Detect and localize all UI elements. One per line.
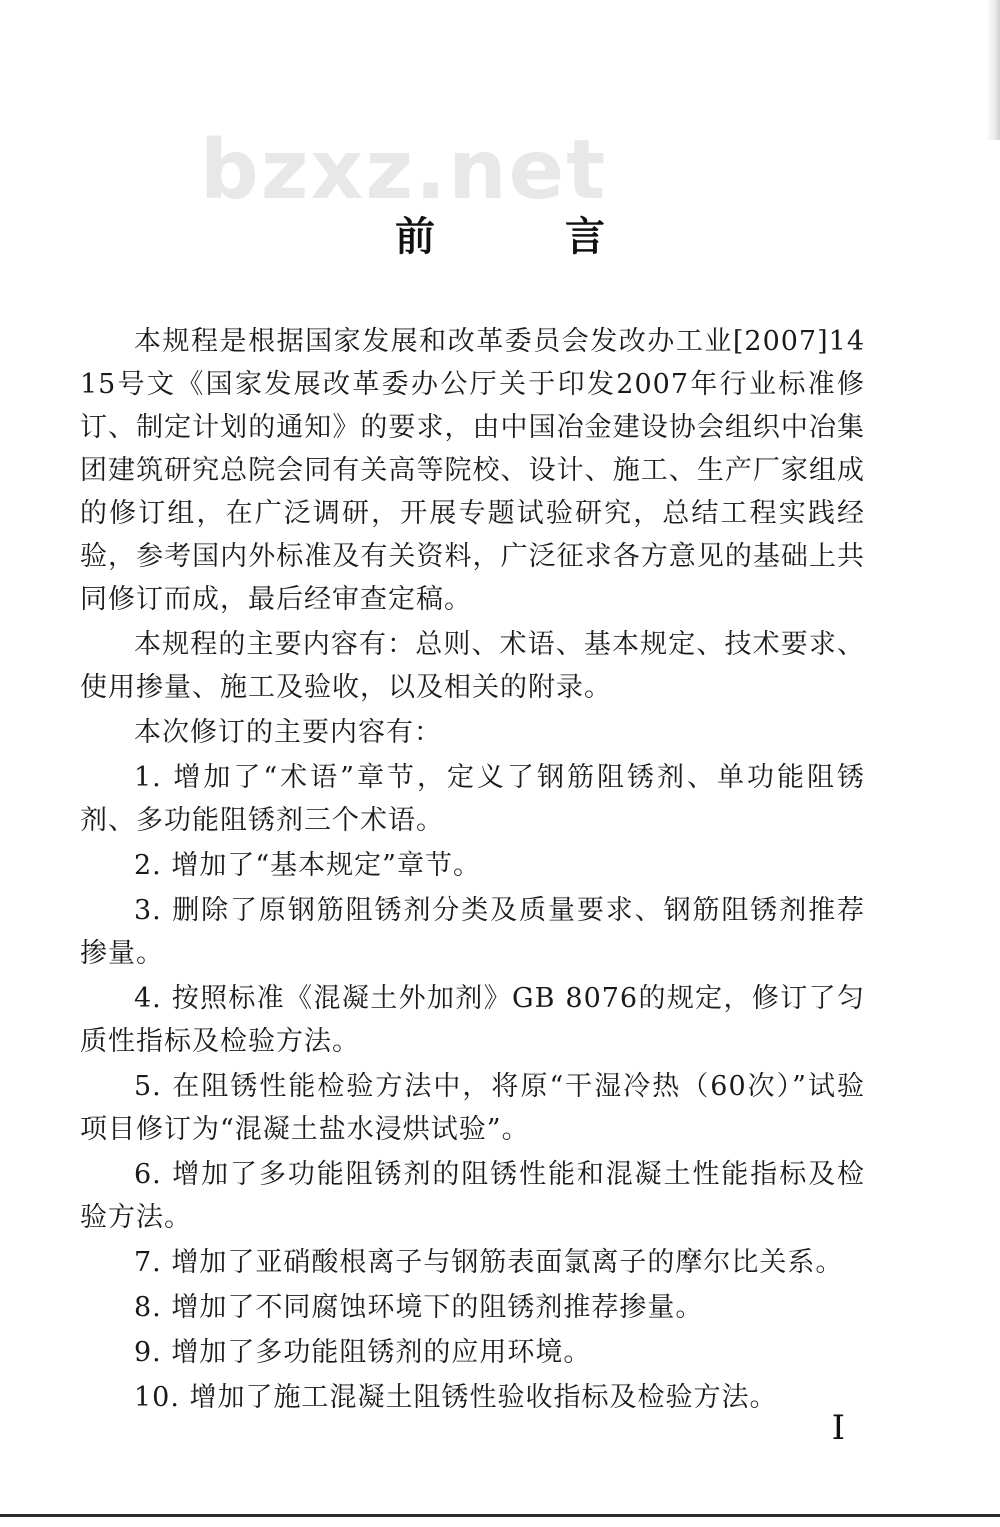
page-title: 前 言 (395, 213, 663, 260)
paragraph-main-content: 本规程的主要内容有：总则、术语、基本规定、技术要求、使用掺量、施工及验收，以及相关的附录。 (80, 629, 865, 703)
page-edge-shadow (986, 0, 1000, 140)
paragraph-intro: 本规程是根据国家发展和改革委员会发改办工业[2007]1415号文《国家发展改革委办公厅关于印发2007年行业标准修订、制定计划的通知》的要求，由中国冶金建设协会组织中冶集团建筑研究总院会同有关高等院校、设计、施工、生产厂家组成的修订组，在广泛调研，开展专题试验研究，总结工程实践经验，参考国内外标准及有关资料，广泛征求各方意见的基础上共同修订而成，最后经审查定稿。 (80, 326, 865, 615)
revision-item: 1. 增加了“术语”章节，定义了钢筋阻锈剂、单功能阻锈剂、多功能阻锈剂三个术语。 (80, 762, 865, 836)
revision-item: 5. 在阻锈性能检验方法中，将原“干湿冷热（60次）”试验项目修订为“混凝土盐水浸烘试验”。 (80, 1071, 865, 1145)
paragraph-revision-heading: 本次修订的主要内容有： (134, 717, 442, 748)
revision-item: 4. 按照标准《混凝土外加剂》GB 8076的规定，修订了匀质性指标及检验方法。 (80, 983, 865, 1057)
revision-item: 10. 增加了施工混凝土阻锈性验收指标及检验方法。 (134, 1382, 778, 1413)
revision-item: 9. 增加了多功能阻锈剂的应用环境。 (134, 1337, 592, 1368)
page-number: I (831, 1408, 845, 1448)
revision-item: 6. 增加了多功能阻锈剂的阻锈性能和混凝土性能指标及检验方法。 (80, 1159, 865, 1233)
watermark: bzxz.net (200, 123, 608, 218)
bottom-rule (0, 1514, 1000, 1517)
revision-item: 2. 增加了“基本规定”章节。 (134, 850, 481, 881)
revision-item: 8. 增加了不同腐蚀环境下的阻锈剂推荐掺量。 (134, 1292, 704, 1323)
preface-body (80, 320, 865, 1421)
revision-item: 3. 删除了原钢筋阻锈剂分类及质量要求、钢筋阻锈剂推荐掺量。 (80, 895, 865, 969)
revision-item: 7. 增加了亚硝酸根离子与钢筋表面氯离子的摩尔比关系。 (134, 1247, 844, 1278)
